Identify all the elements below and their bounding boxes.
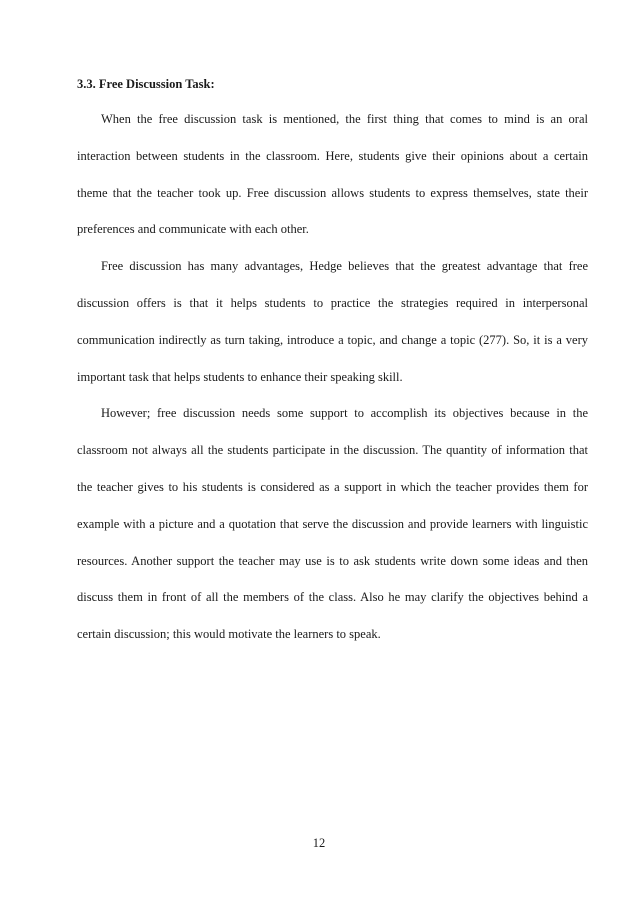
section-heading: 3.3. Free Discussion Task:: [77, 77, 215, 91]
paragraph-1: When the free discussion task is mentioned, the first thing that comes to mind is an oral interaction between students in the classroom. Here, students give their opinions about a certain theme that the teacher took up. Free discussion allows students to express themselves, state their preferences and communicate with each other.: [77, 112, 588, 237]
paragraph-3: However; free discussion needs some support to accomplish its objectives because in the classroom not always all the students participate in the discussion. The quantity of information that the teacher gives to his students is considered as a support in which the teacher provides them for example with a picture and a quotation that serve the discussion and provide learners with linguistic resources. Another support the teacher may use is to ask students write down some ideas and then discuss them in front of all the members of the class. Also he may clarify the objectives behind a certain discussion; this would motivate the learners to speak.: [77, 406, 588, 642]
page-number: 12: [312, 836, 326, 850]
paragraph-2: Free discussion has many advantages, Hedge believes that the greatest advantage that free discussion offers is that it helps students to practice the strategies required in interpersonal communication indirectly as turn taking, introduce a topic, and change a topic (277). So, it is a very important task that helps students to enhance their speaking skill.: [77, 259, 588, 384]
section-content: [77, 75, 588, 653]
